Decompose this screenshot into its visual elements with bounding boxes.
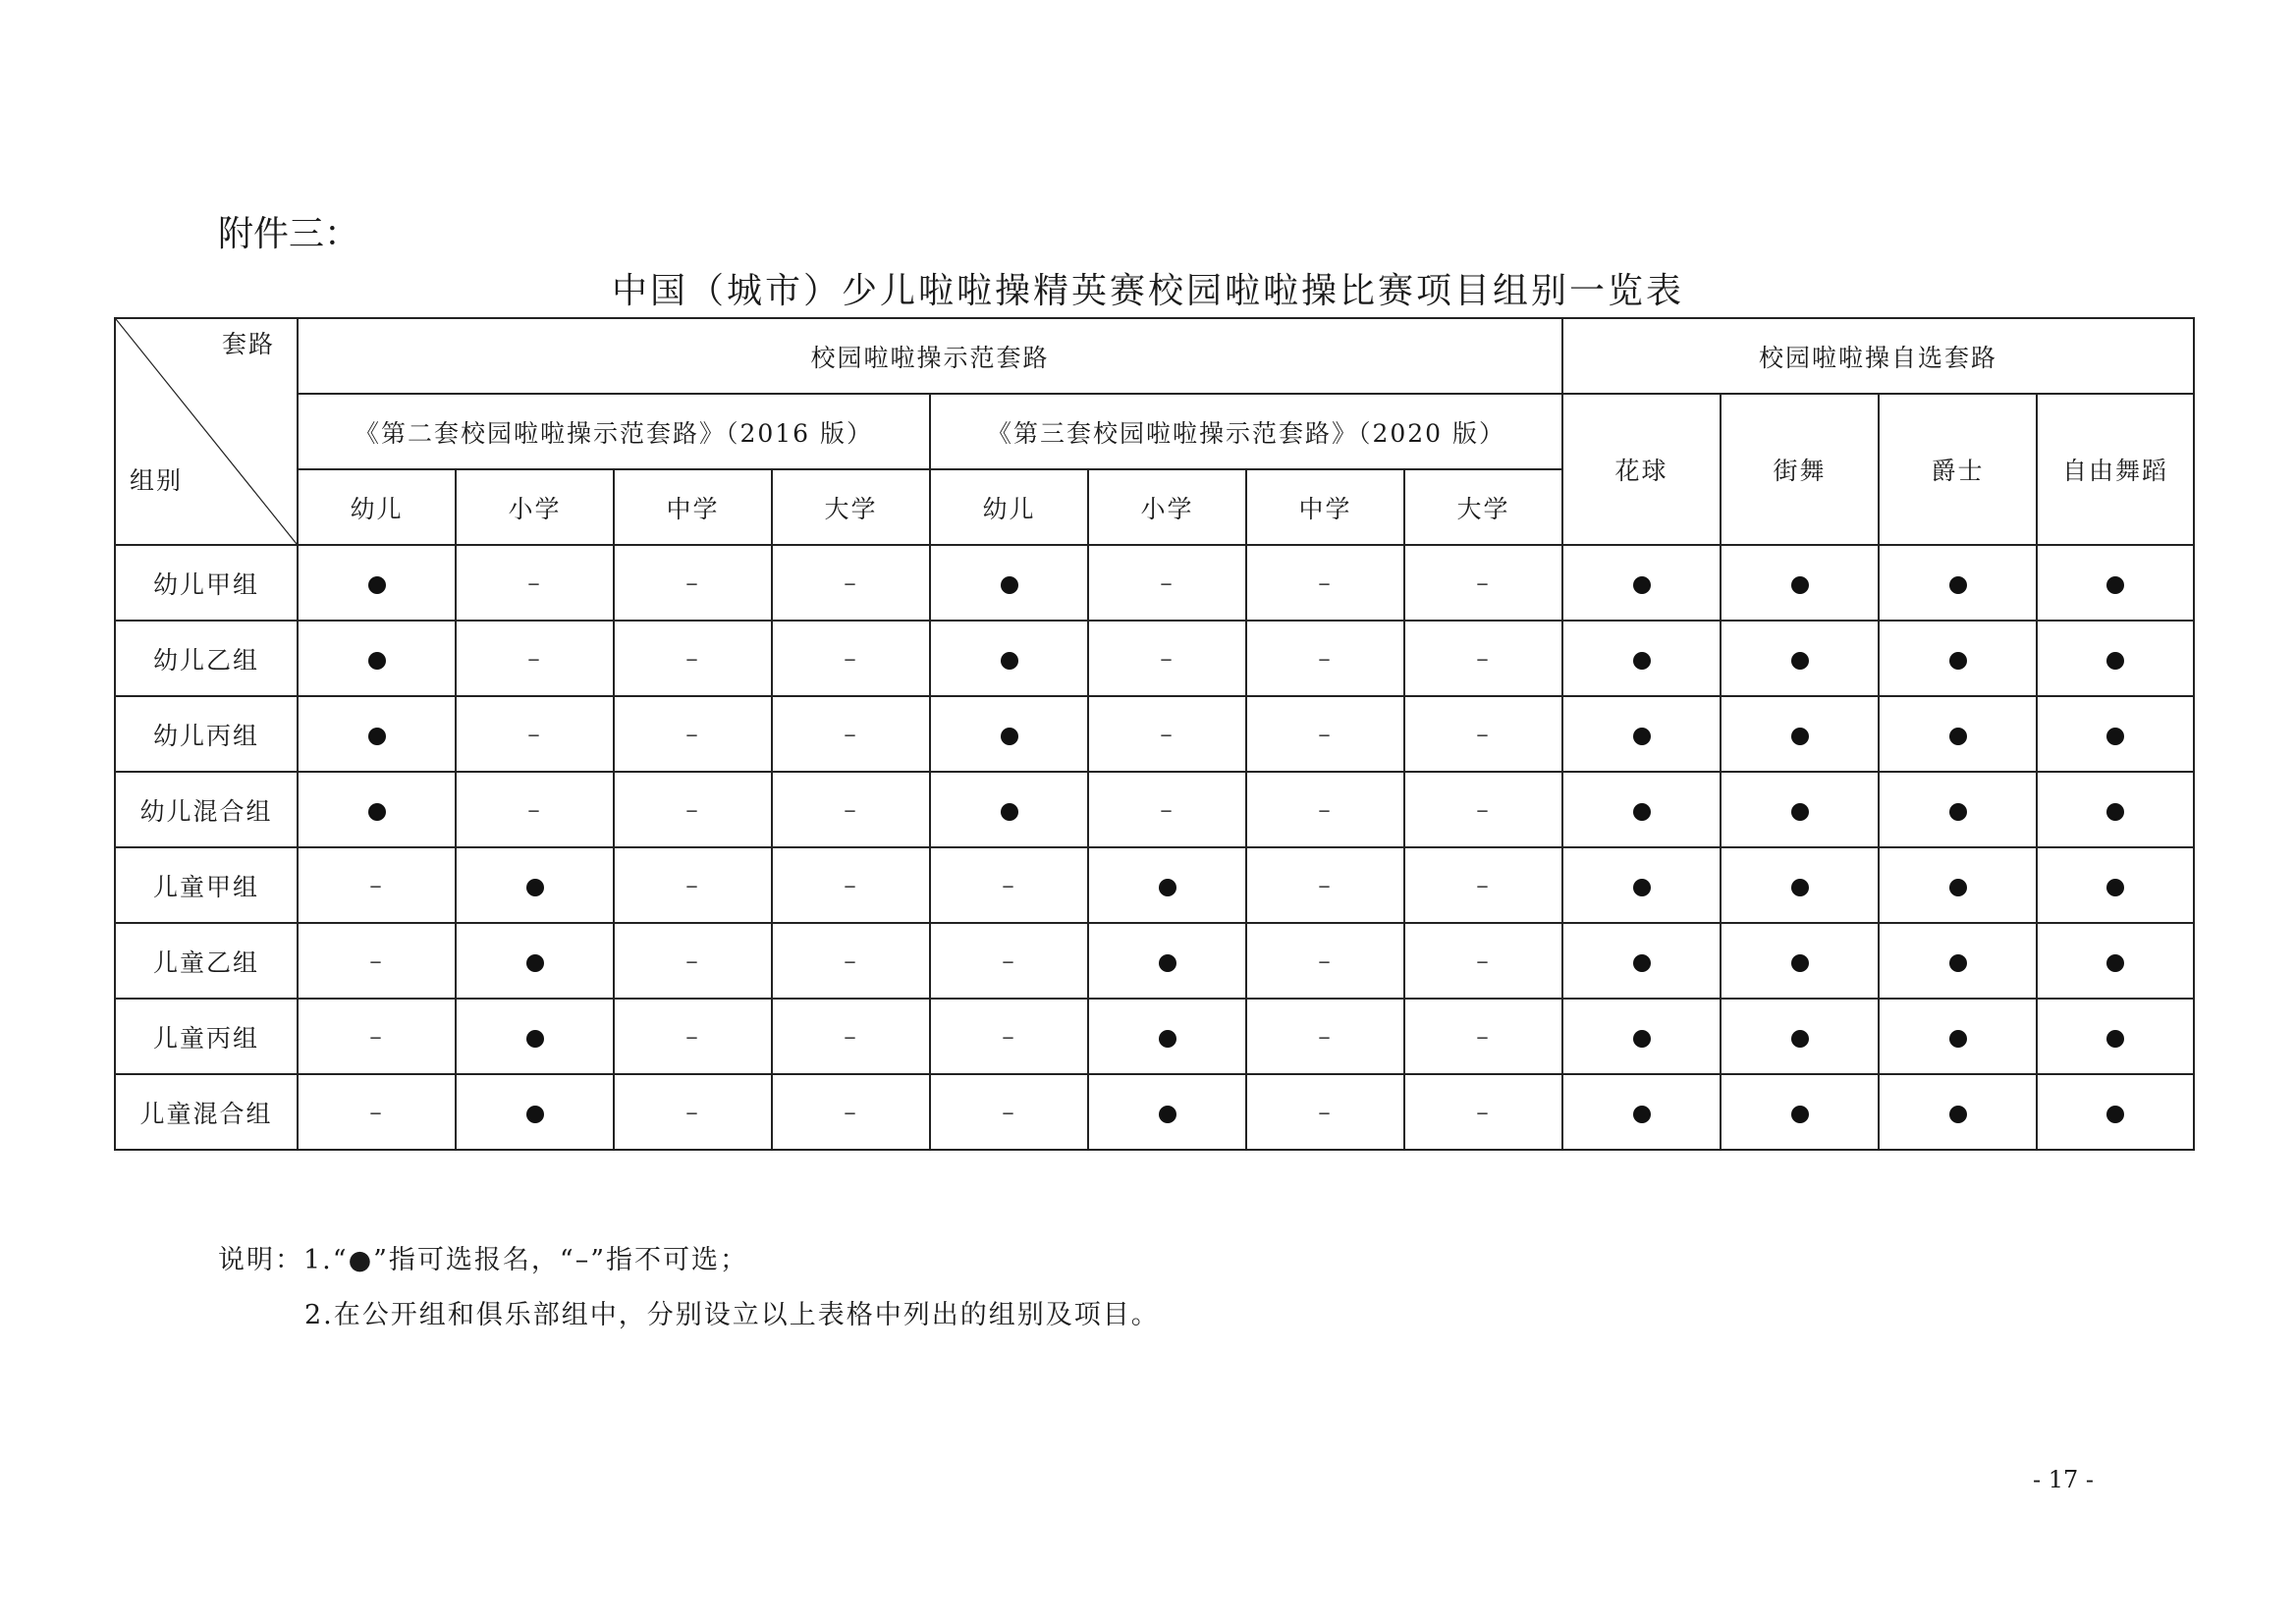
selectable-dot: [1159, 954, 1176, 972]
selectable-dot: [1159, 1030, 1176, 1048]
selectable-dot: [1633, 954, 1651, 972]
table-cell: [614, 847, 772, 923]
table-row: [115, 847, 2194, 923]
table-cell: [1562, 772, 1721, 847]
table-cell: [456, 847, 614, 923]
selectable-dot: [1633, 879, 1651, 896]
unavailable-dash: –: [844, 947, 858, 975]
header-pom: 花球: [1562, 394, 1721, 545]
table-cell: [1088, 545, 1246, 621]
table-cell: [930, 1074, 1088, 1150]
table-cell: [1246, 999, 1404, 1074]
unavailable-dash: –: [844, 568, 858, 597]
group-label: 幼儿乙组: [115, 621, 298, 696]
table-cell: [2037, 847, 2194, 923]
corner-label-routine: 套路: [221, 330, 275, 358]
table-cell: [1246, 923, 1404, 999]
table-cell: [772, 847, 930, 923]
table-cell: [2037, 999, 2194, 1074]
unavailable-dash: –: [685, 947, 700, 975]
table-cell: [1879, 696, 2037, 772]
attachment-label: 附件三：: [218, 214, 360, 254]
items-table: [114, 317, 2195, 1151]
header-set-2016: 《第二套校园啦啦操示范套路》（2016 版）: [298, 394, 930, 469]
group-label: 幼儿丙组: [115, 696, 298, 772]
table-cell: [614, 772, 772, 847]
unavailable-dash: –: [1318, 871, 1333, 899]
unavailable-dash: –: [369, 1098, 384, 1126]
selectable-dot: [1001, 576, 1018, 594]
unavailable-dash: –: [1318, 1098, 1333, 1126]
unavailable-dash: –: [844, 871, 858, 899]
table-cell: [1721, 545, 1879, 621]
unavailable-dash: –: [527, 720, 542, 748]
selectable-dot: [1949, 954, 1967, 972]
table-cell: [1404, 696, 1562, 772]
table-cell: [1246, 545, 1404, 621]
table-cell: [772, 545, 930, 621]
selectable-dot: [368, 652, 386, 670]
unavailable-dash: –: [527, 795, 542, 824]
selectable-dot: [2106, 652, 2124, 670]
table-row: [115, 621, 2194, 696]
selectable-dot: [1791, 728, 1809, 745]
table-cell: [1088, 923, 1246, 999]
table-cell: [1562, 545, 1721, 621]
unavailable-dash: –: [1160, 568, 1175, 597]
table-cell: [1246, 847, 1404, 923]
unavailable-dash: –: [1002, 1022, 1016, 1051]
unavailable-dash: –: [1318, 947, 1333, 975]
table-cell: [2037, 772, 2194, 847]
table-cell: [1879, 847, 2037, 923]
group-label: 幼儿甲组: [115, 545, 298, 621]
unavailable-dash: –: [1318, 644, 1333, 673]
unavailable-dash: –: [1002, 947, 1016, 975]
table-cell: [1879, 545, 2037, 621]
table-cell: [298, 545, 456, 621]
selectable-dot: [1949, 1030, 1967, 1048]
unavailable-dash: –: [844, 720, 858, 748]
unavailable-dash: –: [1476, 1022, 1491, 1051]
selectable-dot: [1949, 728, 1967, 745]
table-cell: [2037, 621, 2194, 696]
unavailable-dash: –: [1476, 871, 1491, 899]
table-cell: [1562, 847, 1721, 923]
table-cell: [2037, 696, 2194, 772]
unavailable-dash: –: [1160, 644, 1175, 673]
selectable-dot: [526, 879, 544, 896]
table-cell: [2037, 1074, 2194, 1150]
selectable-dot: [1633, 1106, 1651, 1123]
note-line-2: 2.在公开组和俱乐部组中，分别设立以上表格中列出的组别及项目。: [304, 1300, 1160, 1330]
selectable-dot: [1949, 803, 1967, 821]
selectable-dot: [1791, 652, 1809, 670]
level-header: 小学: [456, 469, 614, 545]
table-cell: [614, 999, 772, 1074]
group-label: 幼儿混合组: [115, 772, 298, 847]
selectable-dot: [2106, 576, 2124, 594]
header-row-1: [115, 318, 2194, 394]
table-cell: [1562, 999, 1721, 1074]
table-cell: [930, 772, 1088, 847]
table-row: [115, 999, 2194, 1074]
table-cell: [614, 621, 772, 696]
table-cell: [1879, 923, 2037, 999]
header-set-2020: 《第三套校园啦啦操示范套路》（2020 版）: [930, 394, 1562, 469]
table-cell: [1404, 772, 1562, 847]
unavailable-dash: –: [685, 795, 700, 824]
table-cell: [1404, 847, 1562, 923]
table-cell: [1721, 772, 1879, 847]
corner-label-group: 组别: [130, 466, 184, 495]
table-row: [115, 772, 2194, 847]
unavailable-dash: –: [685, 568, 700, 597]
selectable-dot: [1001, 652, 1018, 670]
table-cell: [1721, 847, 1879, 923]
selectable-dot: [2106, 1030, 2124, 1048]
table-cell: [298, 847, 456, 923]
unavailable-dash: –: [685, 871, 700, 899]
table-cell: [772, 923, 930, 999]
selectable-dot: [2106, 879, 2124, 896]
group-label: 儿童丙组: [115, 999, 298, 1074]
table-cell: [1246, 1074, 1404, 1150]
selectable-dot: [1159, 879, 1176, 896]
table-cell: [930, 545, 1088, 621]
table-cell: [1088, 1074, 1246, 1150]
header-hiphop: 街舞: [1721, 394, 1879, 545]
table-cell: [456, 999, 614, 1074]
selectable-dot: [1633, 728, 1651, 745]
selectable-dot: [368, 576, 386, 594]
selectable-dot: [368, 728, 386, 745]
unavailable-dash: –: [685, 1098, 700, 1126]
unavailable-dash: –: [1318, 568, 1333, 597]
table-cell: [1721, 999, 1879, 1074]
table-cell: [298, 696, 456, 772]
unavailable-dash: –: [1002, 1098, 1016, 1126]
table-cell: [1562, 1074, 1721, 1150]
selectable-dot: [1633, 1030, 1651, 1048]
selectable-dot: [1791, 803, 1809, 821]
table-cell: [1879, 999, 2037, 1074]
table-cell: [456, 696, 614, 772]
unavailable-dash: –: [1318, 1022, 1333, 1051]
table-cell: [930, 621, 1088, 696]
selectable-dot: [368, 803, 386, 821]
unavailable-dash: –: [527, 568, 542, 597]
note-line-1: 说明：1.“●”指可选报名，“–”指不可选；: [218, 1245, 749, 1275]
group-label: 儿童混合组: [115, 1074, 298, 1150]
table-cell: [930, 847, 1088, 923]
table-cell: [1246, 696, 1404, 772]
unavailable-dash: –: [685, 1022, 700, 1051]
selectable-dot: [1001, 803, 1018, 821]
unavailable-dash: –: [1160, 795, 1175, 824]
table-cell: [1721, 621, 1879, 696]
selectable-dot: [1159, 1106, 1176, 1123]
unavailable-dash: –: [685, 720, 700, 748]
table-cell: [930, 696, 1088, 772]
selectable-dot: [1791, 879, 1809, 896]
table-cell: [772, 696, 930, 772]
selectable-dot: [1633, 652, 1651, 670]
table-cell: [1562, 923, 1721, 999]
header-free-routines: 校园啦啦操自选套路: [1562, 318, 2194, 394]
table-row: [115, 923, 2194, 999]
table-cell: [772, 999, 930, 1074]
table-cell: [1246, 772, 1404, 847]
selectable-dot: [1949, 652, 1967, 670]
selectable-dot: [1791, 576, 1809, 594]
selectable-dot: [2106, 803, 2124, 821]
table-cell: [1562, 696, 1721, 772]
selectable-dot: [1791, 1106, 1809, 1123]
selectable-dot: [2106, 954, 2124, 972]
table-cell: [772, 1074, 930, 1150]
unavailable-dash: –: [527, 644, 542, 673]
selectable-dot: [2106, 728, 2124, 745]
table-cell: [772, 621, 930, 696]
table-title: 中国（城市）少儿啦啦操精英赛校园啦啦操比赛项目组别一览表: [611, 271, 1684, 311]
unavailable-dash: –: [1476, 1098, 1491, 1126]
unavailable-dash: –: [1476, 720, 1491, 748]
header-freestyle: 自由舞蹈: [2037, 394, 2194, 545]
unavailable-dash: –: [369, 871, 384, 899]
level-header: 大学: [772, 469, 930, 545]
table-cell: [614, 1074, 772, 1150]
table-cell: [1562, 621, 1721, 696]
table-cell: [1088, 696, 1246, 772]
unavailable-dash: –: [1318, 720, 1333, 748]
table-cell: [298, 621, 456, 696]
table-cell: [1721, 696, 1879, 772]
table-cell: [1879, 621, 2037, 696]
unavailable-dash: –: [844, 644, 858, 673]
level-header: 幼儿: [298, 469, 456, 545]
unavailable-dash: –: [844, 1022, 858, 1051]
table-cell: [1246, 621, 1404, 696]
unavailable-dash: –: [1002, 871, 1016, 899]
table-cell: [456, 1074, 614, 1150]
table-cell: [298, 999, 456, 1074]
table-cell: [456, 923, 614, 999]
selectable-dot: [1001, 728, 1018, 745]
group-label: 儿童甲组: [115, 847, 298, 923]
selectable-dot: [1949, 879, 1967, 896]
table-cell: [1879, 1074, 2037, 1150]
table-cell: [456, 621, 614, 696]
page-number: - 17 -: [2033, 1466, 2095, 1493]
unavailable-dash: –: [1318, 795, 1333, 824]
table-cell: [1404, 621, 1562, 696]
unavailable-dash: –: [1476, 568, 1491, 597]
table-cell: [614, 545, 772, 621]
unavailable-dash: –: [1476, 795, 1491, 824]
table-row: [115, 545, 2194, 621]
selectable-dot: [1633, 576, 1651, 594]
level-header: 中学: [1246, 469, 1404, 545]
table-cell: [1404, 545, 1562, 621]
level-header: 中学: [614, 469, 772, 545]
table-cell: [298, 772, 456, 847]
unavailable-dash: –: [844, 795, 858, 824]
header-demo-routines: 校园啦啦操示范套路: [298, 318, 1562, 394]
table-cell: [1879, 772, 2037, 847]
table-cell: [456, 545, 614, 621]
table-row: [115, 696, 2194, 772]
table-cell: [456, 772, 614, 847]
level-header: 幼儿: [930, 469, 1088, 545]
table-cell: [1088, 621, 1246, 696]
table-cell: [298, 1074, 456, 1150]
unavailable-dash: –: [685, 644, 700, 673]
table-cell: [614, 923, 772, 999]
table-cell: [2037, 923, 2194, 999]
selectable-dot: [526, 1106, 544, 1123]
selectable-dot: [1633, 803, 1651, 821]
selectable-dot: [1791, 1030, 1809, 1048]
table-cell: [1404, 923, 1562, 999]
selectable-dot: [1949, 576, 1967, 594]
table-cell: [614, 696, 772, 772]
table-cell: [1721, 1074, 1879, 1150]
table-cell: [1088, 847, 1246, 923]
selectable-dot: [526, 1030, 544, 1048]
notes: [218, 1233, 1160, 1343]
selectable-dot: [1791, 954, 1809, 972]
table-cell: [1721, 923, 1879, 999]
level-header: 小学: [1088, 469, 1246, 545]
unavailable-dash: –: [1160, 720, 1175, 748]
corner-cell: [115, 318, 298, 545]
group-label: 儿童乙组: [115, 923, 298, 999]
unavailable-dash: –: [369, 1022, 384, 1051]
unavailable-dash: –: [369, 947, 384, 975]
unavailable-dash: –: [1476, 644, 1491, 673]
table-cell: [1404, 999, 1562, 1074]
table-cell: [1088, 772, 1246, 847]
table-cell: [1404, 1074, 1562, 1150]
level-header: 大学: [1404, 469, 1562, 545]
header-jazz: 爵士: [1879, 394, 2037, 545]
selectable-dot: [526, 954, 544, 972]
unavailable-dash: –: [1476, 947, 1491, 975]
selectable-dot: [2106, 1106, 2124, 1123]
table-cell: [930, 999, 1088, 1074]
selectable-dot: [1949, 1106, 1967, 1123]
table-cell: [772, 772, 930, 847]
table-cell: [2037, 545, 2194, 621]
unavailable-dash: –: [844, 1098, 858, 1126]
header-row-2: [115, 394, 2194, 469]
table-cell: [930, 923, 1088, 999]
table-row: [115, 1074, 2194, 1150]
table-cell: [298, 923, 456, 999]
table-cell: [1088, 999, 1246, 1074]
